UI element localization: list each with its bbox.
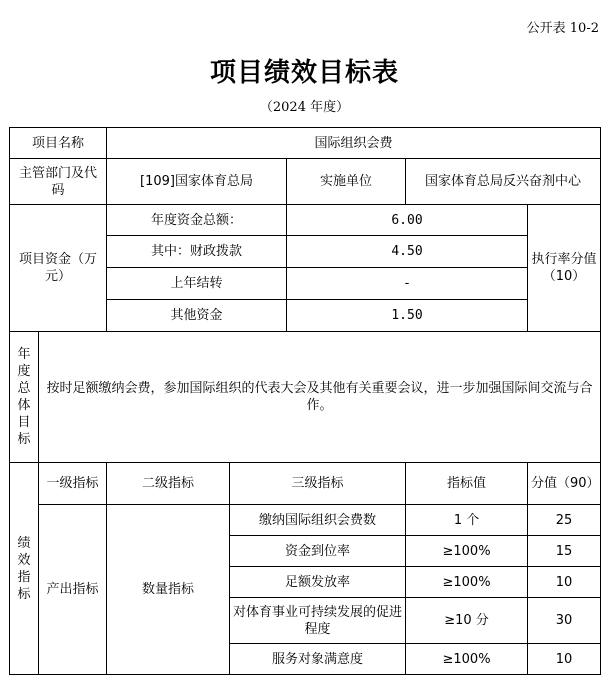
- level2-quantity-indicator: 数量指标: [107, 505, 230, 675]
- annual-goal-label: 年度总体目标: [10, 332, 39, 463]
- page-title: 项目绩效目标表: [209, 58, 399, 88]
- exec-rate-score-label: 执行率分值（10）: [528, 205, 601, 332]
- indicator-value: 1 个: [406, 505, 528, 536]
- impl-unit-label: 实施单位: [287, 159, 406, 205]
- header-level2: 二级指标: [107, 463, 230, 505]
- funds-carryover-label: 上年结转: [107, 268, 287, 300]
- performance-target-table: [9, 127, 601, 675]
- dept-label: 主管部门及代码: [10, 159, 107, 205]
- indicator-name: 缴纳国际组织会费数: [230, 505, 406, 536]
- funds-total-label: 年度资金总额：: [107, 205, 287, 236]
- indicator-value: ≥10 分: [406, 598, 528, 644]
- header-score: 分值（90）: [528, 463, 601, 505]
- funds-carryover-value: -: [287, 268, 528, 300]
- table-code: 公开表 10-2: [526, 21, 599, 36]
- annual-goal-text: 按时足额缴纳会费，参加国际组织的代表大会及其他有关重要会议，进一步加强国际间交流与合作。: [39, 332, 601, 463]
- project-name-value: 国际组织会费: [107, 128, 601, 159]
- dept-value: [109]国家体育总局: [107, 159, 287, 205]
- indicator-score: 15: [528, 536, 601, 567]
- indicators-section-label: 绩效指标: [10, 463, 39, 675]
- indicator-value: ≥100%: [406, 644, 528, 675]
- header-value: 指标值: [406, 463, 528, 505]
- funds-other-label: 其他资金: [107, 300, 287, 332]
- indicator-name: 资金到位率: [230, 536, 406, 567]
- indicator-score: 30: [528, 598, 601, 644]
- indicator-name: 足额发放率: [230, 567, 406, 598]
- level1-output-indicator: 产出指标: [39, 505, 107, 675]
- report-year: （2024 年度）: [259, 100, 350, 115]
- funds-label: 项目资金（万元）: [10, 205, 107, 332]
- funds-fiscal-value: 4.50: [287, 236, 528, 268]
- indicator-score: 10: [528, 567, 601, 598]
- funds-other-value: 1.50: [287, 300, 528, 332]
- header-level3: 三级指标: [230, 463, 406, 505]
- indicator-value: ≥100%: [406, 567, 528, 598]
- indicator-score: 25: [528, 505, 601, 536]
- funds-total-value: 6.00: [287, 205, 528, 236]
- indicator-name: 服务对象满意度: [230, 644, 406, 675]
- header-level1: 一级指标: [39, 463, 107, 505]
- indicator-score: 10: [528, 644, 601, 675]
- project-name-label: 项目名称: [10, 128, 107, 159]
- funds-fiscal-label: 其中：财政拨款: [107, 236, 287, 268]
- indicator-value: ≥100%: [406, 536, 528, 567]
- indicator-name: 对体育事业可持续发展的促进程度: [230, 598, 406, 644]
- impl-unit-value: 国家体育总局反兴奋剂中心: [406, 159, 601, 205]
